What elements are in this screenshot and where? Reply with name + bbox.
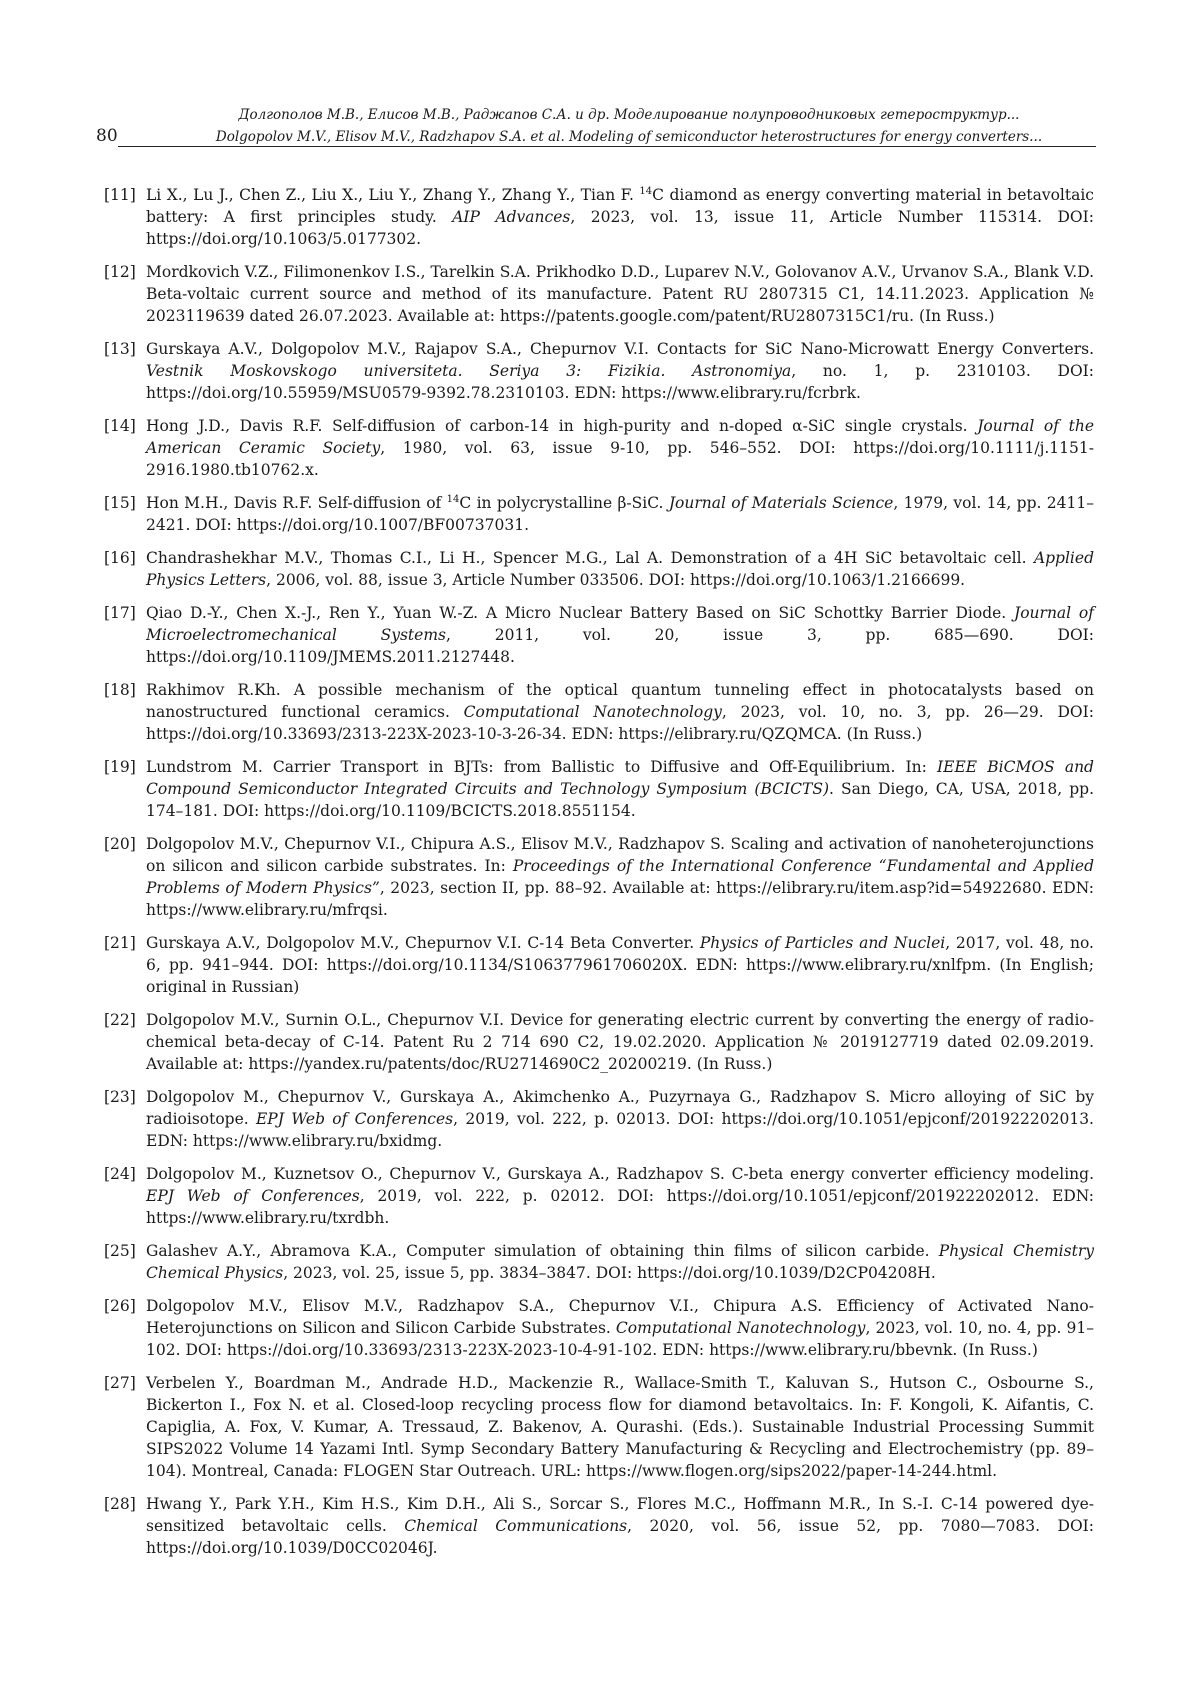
reference-number: [17] (104, 604, 136, 622)
reference-text (146, 1372, 1094, 1482)
reference-number: [24] (104, 1165, 136, 1183)
reference-item (104, 338, 1094, 404)
running-header-text (162, 104, 1096, 148)
reference-text (146, 833, 1094, 921)
page-number: 80 (96, 126, 118, 146)
journal-title: Vestnik Moskovskogo universiteta. Seriya 3: Fizikia. Astronomiya (146, 362, 792, 380)
reference-item (104, 932, 1094, 998)
reference-number: [19] (104, 758, 136, 776)
reference-segment: Dolgopolov M.V., Elisov M.V., Radzhapov S.A., Chepurnov V.I., Chipura A.S. Efficiency of Activated Nano-Heterojunctions on Silicon and Silicon Carbide Substrates. (146, 1297, 1094, 1337)
journal-title: Computational Nanotechnology (615, 1319, 866, 1337)
superscript: 14 (639, 185, 653, 197)
reference-item (104, 1295, 1094, 1361)
reference-segment: Galashev A.Y., Abramova K.A., Computer simulation of obtaining thin films of silicon carbide. (146, 1242, 939, 1260)
journal-title: Applied Physics Letters (146, 549, 1094, 589)
reference-segment: . San Diego, CA, USA, 2018, pp. 174–181. DOI: https://doi.org/10.1109/BCICTS.2018.8551154. (146, 780, 1095, 820)
reference-number: [20] (104, 835, 136, 853)
reference-item (104, 492, 1094, 536)
reference-segment: Gurskaya A.V., Dolgopolov M.V., Chepurnov V.I. C-14 Beta Converter. (146, 934, 700, 952)
reference-item (104, 1009, 1094, 1075)
reference-segment: , 2019, vol. 222, p. 02013. DOI: https://doi.org/10.1051/epjconf/201922202013. EDN: https://www.elibrary.ru/bxidmg. (146, 1110, 1094, 1150)
reference-segment: Dolgopolov M.V., Surnin O.L., Chepurnov V.I. Device for generating electric current by converting the energy of radio-chemical beta-decay of C-14. Patent Ru 2 714 690 C2, 19.02.2020. Application № 2019127719 dated 02.09.2019. Available at: https://yandex.ru/patents/doc/RU2714690C2_20200219. (In Russ.) (146, 1011, 1094, 1073)
reference-item (104, 1372, 1094, 1482)
reference-number: [25] (104, 1242, 136, 1260)
reference-list (104, 184, 1094, 1570)
reference-segment: Rakhimov R.Kh. A possible mechanism of the optical quantum tunneling effect in photocatalysts based on nanostructured functional ceramics. (146, 681, 1094, 721)
reference-segment: Dolgopolov M., Kuznetsov O., Chepurnov V., Gurskaya A., Radzhapov S. C-beta energy converter efficiency modeling. (146, 1165, 1094, 1183)
reference-number: [15] (104, 494, 136, 512)
reference-segment: Mordkovich V.Z., Filimonenkov I.S., Tarelkin S.A. Prikhodko D.D., Luparev N.V., Golovanov A.V., Urvanov S.A., Blank V.D. Beta-voltaic current source and method of its manufacture. Patent RU 2807315 C1, 14.11.2023. Application № 2023119639 dated 26.07.2023. Available at: https://patents.google.com/patent/RU2807315C1/ru. (In Russ.) (146, 263, 1094, 325)
reference-text (146, 602, 1094, 668)
header-rule (118, 146, 1096, 147)
reference-item (104, 1240, 1094, 1284)
reference-text (146, 415, 1094, 481)
journal-title: Computational Nanotechnology (463, 703, 722, 721)
reference-number: [14] (104, 417, 136, 435)
reference-segment: , 2023, vol. 25, issue 5, pp. 3834–3847. DOI: https://doi.org/10.1039/D2CP04208H. (283, 1264, 936, 1282)
reference-number: [16] (104, 549, 136, 567)
reference-item (104, 1163, 1094, 1229)
reference-text (146, 1295, 1094, 1361)
reference-segment: Dolgopolov M., Chepurnov V., Gurskaya A., Akimchenko A., Puzyrnaya G., Radzhapov S. Micro alloying of SiC by radioisotope. (146, 1088, 1094, 1128)
reference-segment: , 2023, section II, pp. 88–92. Available at: https://elibrary.ru/item.asp?id=54922680. EDN: https://www.elibrary.ru/mfrqsi. (146, 879, 1094, 919)
reference-segment: C diamond as energy converting material in betavoltaic battery: A first principles study. (146, 186, 1094, 226)
reference-segment: Hong J.D., Davis R.F. Self-diffusion of carbon-14 in high-purity and n-doped α-SiC single crystals. (146, 417, 978, 435)
reference-segment: Qiao D.-Y., Chen X.-J., Ren Y., Yuan W.-Z. A Micro Nuclear Battery Based on SiC Schottky Barrier Diode. (146, 604, 1015, 622)
running-header-ru: Долгополов М.В., Елисов М.В., Раджапов С.А. и др. Моделирование полупроводниковых гетероструктур... (238, 107, 1020, 123)
journal-title: Journal of Microelectromechanical Systems (146, 604, 1094, 644)
reference-segment: Verbelen Y., Boardman M., Andrade H.D., Mackenzie R., Wallace-Smith T., Kaluvan S., Hutson C., Osbourne S., Bickerton I., Fox N. et al. Closed-loop recycling process flow for diamond betavoltaics. In: F. Kongoli, K. Aifantis, C. Capiglia, A. Fox, V. Kumar, A. Tressaud, Z. Bakenov, A. Qurashi. (Eds.). Sustainable Industrial Processing Summit SIPS2022 Volume 14 Yazami Intl. Symp Secondary Battery Manufacturing & Recycling and Electrochemistry (pp. 89–104). Montreal, Canada: FLOGEN Star Outreach. URL: https://www.flogen.org/sips2022/paper-14-244.html. (146, 1374, 1094, 1480)
reference-text (146, 547, 1094, 591)
reference-item (104, 833, 1094, 921)
reference-item (104, 261, 1094, 327)
reference-segment: , 2023, vol. 13, issue 11, Article Number 115314. DOI: https://doi.org/10.1063/5.0177302. (146, 208, 1094, 248)
reference-text (146, 1009, 1094, 1075)
reference-number: [23] (104, 1088, 136, 1106)
reference-text (146, 1493, 1094, 1559)
reference-text (146, 261, 1094, 327)
reference-number: [28] (104, 1495, 136, 1513)
reference-text (146, 679, 1094, 745)
journal-title: EPJ Web of Conferences (146, 1187, 360, 1205)
reference-segment: Chandrashekhar M.V., Thomas C.I., Li H., Spencer M.G., Lal A. Demonstration of a 4H SiC betavoltaic cell. (146, 549, 1034, 567)
reference-text (146, 338, 1094, 404)
reference-segment: Lundstrom M. Carrier Transport in BJTs: from Ballistic to Diffusive and Off-Equilibrium. In: (146, 758, 938, 776)
reference-segment: , 2017, vol. 48, no. 6, pp. 941–944. DOI: https://doi.org/10.1134/S106377961706020X. EDN: https://www.elibrary.ru/xnlfpm. (In English; original in Russian) (146, 934, 1094, 996)
reference-number: [27] (104, 1374, 136, 1392)
reference-segment: , 2019, vol. 222, p. 02012. DOI: https://doi.org/10.1051/epjconf/201922202012. EDN: https://www.elibrary.ru/txrdbh. (146, 1187, 1095, 1227)
reference-segment: Li X., Lu J., Chen Z., Liu X., Liu Y., Zhang Y., Zhang Y., Tian F. (146, 186, 640, 204)
reference-item (104, 1493, 1094, 1559)
reference-segment: , 1979, vol. 14, pp. 2411–2421. DOI: https://doi.org/10.1007/BF00737031. (146, 494, 1094, 534)
journal-title: Journal of Materials Science (668, 494, 894, 512)
reference-segment: , 2023, vol. 10, no. 3, pp. 26—29. DOI: https://doi.org/10.33693/2313-223X-2023-10-3-26-34. EDN: https://elibrary.ru/QZQMCA. (In Russ.) (146, 703, 1094, 743)
reference-item (104, 602, 1094, 668)
reference-text (146, 1086, 1094, 1152)
reference-item (104, 547, 1094, 591)
reference-text (146, 756, 1094, 822)
reference-text (146, 1240, 1094, 1284)
reference-segment: , 2006, vol. 88, issue 3, Article Number 033506. DOI: https://doi.org/10.1063/1.2166699. (266, 571, 966, 589)
reference-number: [21] (104, 934, 136, 952)
journal-title: Proceedings of the International Conference “Fundamental and Applied Problems of Modern Physics” (146, 857, 1095, 897)
reference-item (104, 184, 1094, 250)
reference-segment: , 2020, vol. 56, issue 52, pp. 7080—7083. DOI: https://doi.org/10.1039/D0CC02046J. (146, 1517, 1094, 1557)
reference-number: [13] (104, 340, 136, 358)
reference-number: [22] (104, 1011, 136, 1029)
journal-title: AIP Advances (452, 208, 571, 226)
reference-segment: , 2011, vol. 20, issue 3, pp. 685—690. DOI: https://doi.org/10.1109/JMEMS.2011.2127448. (146, 626, 1095, 666)
reference-number: [18] (104, 681, 136, 699)
reference-item (104, 1086, 1094, 1152)
reference-segment: C in polycrystalline β-SiC. (459, 494, 669, 512)
reference-segment: Dolgopolov M.V., Chepurnov V.I., Chipura A.S., Elisov M.V., Radzhapov S. Scaling and activation of nanoheterojunctions on silicon and silicon carbide substrates. In: (146, 835, 1094, 875)
reference-number: [26] (104, 1297, 136, 1315)
reference-segment: , 1980, vol. 63, issue 9-10, pp. 546–552. DOI: https://doi.org/10.1111/j.1151-2916.1980.tb10762.x. (146, 439, 1094, 479)
journal-title: Physics of Particles and Nuclei (699, 934, 946, 952)
superscript: 14 (446, 493, 460, 505)
reference-segment: Hwang Y., Park Y.H., Kim H.S., Kim D.H., Ali S., Sorcar S., Flores M.C., Hoffmann M.R., In S.-I. C-14 powered dye-sensitized betavoltaic cells. (146, 1495, 1094, 1535)
reference-number: [12] (104, 263, 136, 281)
journal-title: Chemical Communications (404, 1517, 628, 1535)
journal-title: Journal of the American Ceramic Society (146, 417, 1095, 457)
journal-title: EPJ Web of Conferences (255, 1110, 454, 1128)
reference-text (146, 1163, 1094, 1229)
reference-number: [11] (104, 186, 136, 204)
reference-item (104, 679, 1094, 745)
journal-title: Physical Chemistry Chemical Physics (146, 1242, 1094, 1282)
reference-item (104, 756, 1094, 822)
reference-text (146, 932, 1094, 998)
reference-segment: , 2023, vol. 10, no. 4, pp. 91–102. DOI: https://doi.org/10.33693/2313-223X-2023-10-4-91-102. EDN: https://www.elibrary.ru/bbevnk. (In Russ.) (146, 1319, 1094, 1359)
reference-text (146, 184, 1094, 250)
reference-segment: Hon M.H., Davis R.F. Self-diffusion of (146, 494, 447, 512)
reference-item (104, 415, 1094, 481)
running-header-en: Dolgopolov M.V., Elisov M.V., Radzhapov S.A. et al. Modeling of semiconductor heterostructures for energy converters... (215, 129, 1043, 145)
reference-segment: Gurskaya A.V., Dolgopolov M.V., Rajapov S.A., Chepurnov V.I. Contacts for SiC Nano-Microwatt Energy Converters. (146, 340, 1094, 358)
journal-title: IEEE BiCMOS and Compound Semiconductor Integrated Circuits and Technology Symposium (BCICTS) (146, 758, 1094, 798)
reference-segment: , no. 1, p. 2310103. DOI: https://doi.org/10.55959/MSU0579-9392.78.2310103. EDN: https://www.elibrary.ru/fcrbrk. (146, 362, 1094, 402)
reference-text (146, 492, 1094, 536)
